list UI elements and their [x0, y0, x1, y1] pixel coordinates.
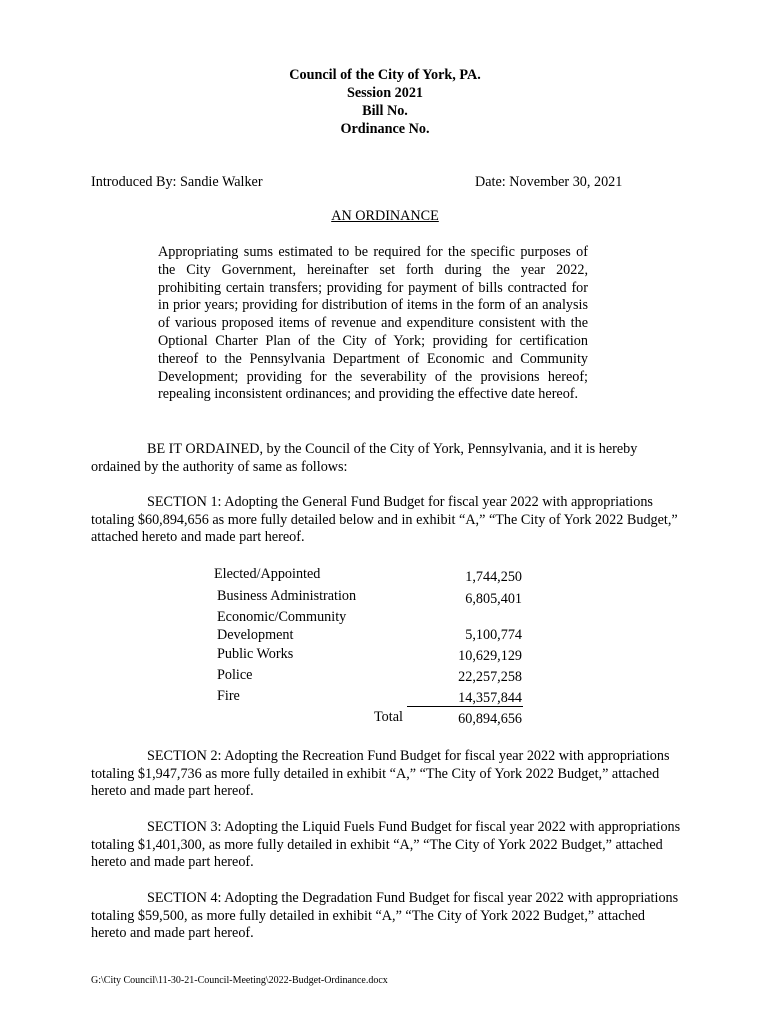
budget-row-label: Fire: [217, 688, 240, 704]
budget-row-label: Police: [217, 667, 253, 683]
introduced-by: Introduced By: Sandie Walker: [91, 174, 263, 190]
ordinance-date: Date: November 30, 2021: [475, 174, 623, 190]
section-4-paragraph: SECTION 4: Adopting the Degradation Fund Budget for fiscal year 2022 with appropriations totaling $59,500, as more fully detailed in exhibit “A,” “The City of York 2022 Budget,” attached hereto and made part hereof.: [91, 890, 679, 942]
total-rule: [407, 706, 523, 707]
header-bill-no: Bill No.: [362, 103, 408, 119]
section-1-paragraph: SECTION 1: Adopting the General Fund Budget for fiscal year 2022 with appropriations totaling $60,894,656 as more fully detailed below and in exhibit “A,” “The City of York 2022 Budget,” attached hereto and made part hereof.: [91, 494, 678, 546]
budget-row-value: 14,357,844: [458, 690, 522, 706]
budget-total-value: 60,894,656: [458, 711, 522, 727]
budget-row-value: 6,805,401: [465, 591, 522, 607]
header-session: Session 2021: [346, 85, 424, 101]
budget-row-label: Elected/Appointed: [214, 566, 321, 582]
purpose-paragraph: Appropriating sums estimated to be required for the specific purposes of the City Government, hereinafter set forth during the year 2022, prohibiting certain transfers; providing for payment of bills contracted for in prior years; providing for distribution of items in the form of an analysis of various proposed items of revenue and expenditure consistent with the Optional Charter Plan of the City of York; providing for certification thereof to the Pennsylvania Department of Economic and Community Development; providing for the severability of the provisions hereof; repealing inconsistent ordinances; and providing the effective date hereof.: [158, 244, 588, 403]
budget-row-label: Public Works: [217, 646, 294, 662]
ordinance-header: [0, 66, 770, 138]
header-council: Council of the City of York, PA.: [289, 67, 481, 83]
budget-row-label: Economic/Community: [217, 609, 347, 625]
document-type-heading: AN ORDINANCE: [331, 208, 439, 224]
budget-row-value: 22,257,258: [458, 669, 522, 685]
ordained-paragraph: BE IT ORDAINED, by the Council of the City of York, Pennsylvania, and it is hereby ordained by the authority of same as follows:: [91, 441, 638, 475]
section-2-paragraph: SECTION 2: Adopting the Recreation Fund Budget for fiscal year 2022 with appropriations totaling $1,947,736 as more fully detailed in exhibit “A,” “The City of York 2022 Budget,” attached hereto and made part hereof.: [91, 748, 670, 800]
budget-row-value: 5,100,774: [465, 627, 522, 643]
file-path-footer: G:\City Council\11-30-21-Council-Meeting\2022-Budget-Ordinance.docx: [91, 975, 388, 986]
section-3-paragraph: SECTION 3: Adopting the Liquid Fuels Fund Budget for fiscal year 2022 with appropriations totaling $1,401,300, as more fully detailed in exhibit “A,” “The City of York 2022 Budget,” attached hereto and made part hereof.: [91, 819, 681, 871]
budget-row-value: 1,744,250: [465, 569, 522, 585]
budget-row-value: 10,629,129: [458, 648, 522, 664]
budget-row-label: Business Administration: [217, 588, 357, 604]
header-ordinance-no: Ordinance No.: [340, 121, 430, 137]
budget-row-label: Development: [217, 627, 294, 643]
budget-total-label: Total: [374, 709, 403, 725]
